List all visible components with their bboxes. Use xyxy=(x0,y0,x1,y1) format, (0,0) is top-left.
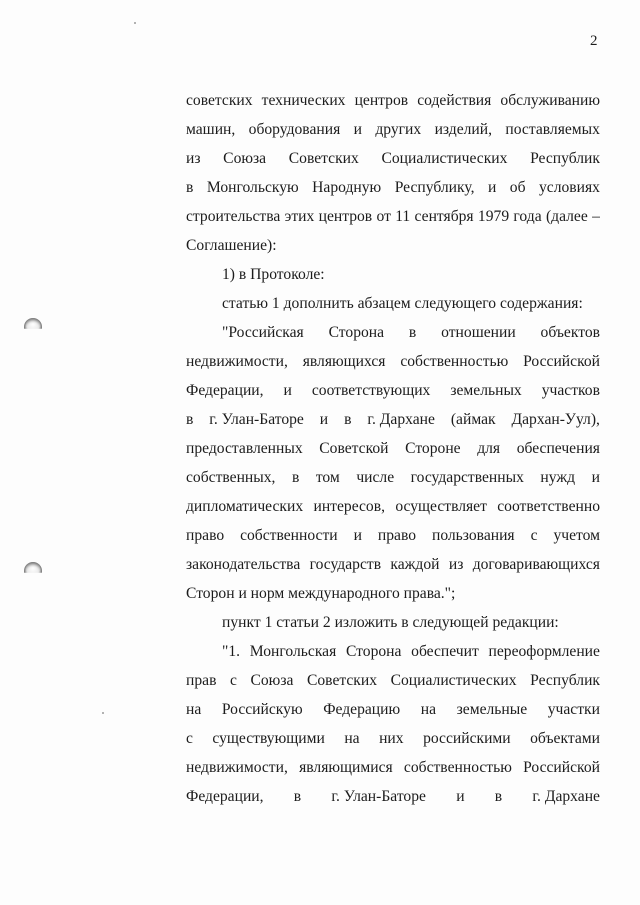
word: в xyxy=(344,411,352,428)
body-text xyxy=(186,86,600,811)
word: Монгольскую xyxy=(206,179,299,196)
word: об xyxy=(509,179,526,196)
word: участки xyxy=(547,701,600,718)
text-line xyxy=(186,86,600,115)
text-line xyxy=(186,144,600,173)
word: строительства xyxy=(186,208,281,225)
text-line xyxy=(186,782,600,811)
text-line xyxy=(186,173,600,202)
word: собственных, xyxy=(186,469,276,486)
word: г. Улан-Баторе xyxy=(331,788,426,805)
word: собственностью xyxy=(403,759,512,776)
punch-hole-top xyxy=(24,318,42,336)
text-line xyxy=(186,202,600,231)
word: государств xyxy=(309,556,382,573)
text-line xyxy=(186,463,600,492)
text-line xyxy=(186,521,600,550)
word: государственных xyxy=(410,469,524,486)
text-line xyxy=(186,695,600,724)
word: Союза xyxy=(223,150,267,167)
word: собственности xyxy=(240,527,338,544)
word: в xyxy=(408,324,417,341)
word: и xyxy=(591,469,600,486)
word: г. Улан-Баторе xyxy=(209,411,304,428)
punch-hole-bottom xyxy=(24,562,42,580)
word: договаривающихся xyxy=(472,556,600,573)
word: 1) в Протоколе: xyxy=(222,266,325,283)
word: Народную xyxy=(312,179,382,196)
word: дипломатических xyxy=(186,498,304,515)
word: "1. xyxy=(222,643,241,660)
word: обеспечит xyxy=(411,643,479,660)
word: г. Дархане xyxy=(532,788,600,805)
text-line xyxy=(186,550,600,579)
scan-speck xyxy=(134,22,136,24)
word: право xyxy=(186,527,225,544)
word: в xyxy=(186,179,194,196)
page-number: 2 xyxy=(590,33,598,49)
word: российскими xyxy=(423,730,511,747)
word: Социалистических xyxy=(381,150,508,167)
word: условиях xyxy=(538,179,600,196)
word: Федерации, xyxy=(186,382,264,399)
text-line xyxy=(186,260,600,289)
text-line xyxy=(186,405,600,434)
text-line xyxy=(186,666,600,695)
word: и xyxy=(353,527,362,544)
word: соответственно xyxy=(497,498,600,515)
word: центров xyxy=(318,208,373,225)
word: и xyxy=(283,382,292,399)
text-line xyxy=(186,579,600,608)
word: каждой xyxy=(390,556,440,573)
word: 11 xyxy=(395,208,411,225)
word: на xyxy=(420,701,437,718)
word: и xyxy=(456,788,465,805)
word: от xyxy=(376,208,391,225)
word: обеспечения xyxy=(516,440,600,457)
text-line xyxy=(186,347,600,376)
word: на xyxy=(186,701,202,718)
word: законодательства xyxy=(186,556,301,573)
word: машин, xyxy=(186,121,236,138)
scan-speck xyxy=(102,712,104,714)
word: объектами xyxy=(530,730,600,747)
word: отношении xyxy=(441,324,516,341)
word: Сторона xyxy=(328,324,385,341)
word: осуществляет xyxy=(395,498,487,515)
word: Сторон и норм международного права."; xyxy=(186,585,456,602)
word: в xyxy=(293,788,302,805)
word: (аймак xyxy=(450,411,496,428)
word: Советских xyxy=(306,672,378,689)
word: других xyxy=(375,121,422,138)
word: и xyxy=(487,179,497,196)
word: недвижимости, xyxy=(186,759,288,776)
text-line xyxy=(186,318,600,347)
word: Дархан-Уул), xyxy=(511,411,600,428)
word: – xyxy=(592,208,600,225)
word: числе xyxy=(356,469,395,486)
word: Российской xyxy=(523,759,600,776)
word: в xyxy=(494,788,503,805)
word: земельные xyxy=(456,701,528,718)
word: этих xyxy=(284,208,315,225)
word: Федерацию xyxy=(323,701,401,718)
word: прав xyxy=(186,672,217,689)
word: в xyxy=(186,411,194,428)
text-line xyxy=(186,376,600,405)
word: Союза xyxy=(250,672,294,689)
word: являющихся xyxy=(302,353,386,370)
word: технических xyxy=(261,92,346,109)
word: обслуживанию xyxy=(500,92,600,109)
word: с xyxy=(230,672,237,689)
word: Республику, xyxy=(394,179,475,196)
word: соответствующих xyxy=(311,382,431,399)
word: Соглашение): xyxy=(186,237,277,254)
word: Федерации, xyxy=(186,788,264,805)
word: для xyxy=(477,440,501,457)
word: Российскую xyxy=(221,701,303,718)
word: Сторона xyxy=(345,643,402,660)
word: Республик xyxy=(530,150,600,167)
word: (далее xyxy=(545,208,588,225)
word: сентября xyxy=(414,208,474,225)
text-line xyxy=(186,724,600,753)
word: Социалистических xyxy=(390,672,517,689)
word: на xyxy=(344,730,360,747)
word: Советской xyxy=(319,440,389,457)
word: Республик xyxy=(530,672,600,689)
word: пользования xyxy=(431,527,515,544)
word: являющимися xyxy=(299,759,393,776)
word: в xyxy=(291,469,300,486)
word: советских xyxy=(186,92,253,109)
word: из xyxy=(448,556,464,573)
word: с xyxy=(530,527,538,544)
text-line xyxy=(186,492,600,521)
text-line xyxy=(186,434,600,463)
word: существующими xyxy=(212,730,325,747)
text-line xyxy=(186,231,600,260)
word: г. Дархане xyxy=(367,411,435,428)
word: из xyxy=(186,150,201,167)
word: оборудования xyxy=(248,121,341,138)
word: и xyxy=(319,411,329,428)
word: пункт 1 статьи 2 изложить в следующей редакции: xyxy=(222,614,559,631)
word: с xyxy=(186,730,193,747)
word: года xyxy=(513,208,542,225)
word: том xyxy=(315,469,340,486)
text-line xyxy=(186,753,600,782)
text-line xyxy=(186,608,600,637)
text-line xyxy=(186,115,600,144)
word: интересов, xyxy=(313,498,385,515)
word: "Российская xyxy=(222,324,304,341)
word: и xyxy=(353,121,362,138)
word: земельных xyxy=(450,382,522,399)
word: переоформление xyxy=(488,643,600,660)
word: содействия xyxy=(417,92,492,109)
word: статью 1 дополнить абзацем следующего содержания: xyxy=(222,295,583,312)
text-line xyxy=(186,637,600,666)
word: Стороне xyxy=(405,440,461,457)
word: 1979 xyxy=(477,208,510,225)
word: Монгольская xyxy=(249,643,337,660)
word: Российской xyxy=(523,353,600,370)
word: нужд xyxy=(540,469,576,486)
word: центров xyxy=(354,92,409,109)
word: предоставленных xyxy=(186,440,303,457)
word: поставляемых xyxy=(505,121,600,138)
word: Советских xyxy=(288,150,359,167)
word: собственностью xyxy=(400,353,509,370)
word: право xyxy=(377,527,417,544)
word: объектов xyxy=(540,324,600,341)
word: учетом xyxy=(553,527,600,544)
word: участков xyxy=(541,382,600,399)
text-line xyxy=(186,289,600,318)
word: недвижимости, xyxy=(186,353,288,370)
word: изделий, xyxy=(434,121,493,138)
word: них xyxy=(379,730,404,747)
